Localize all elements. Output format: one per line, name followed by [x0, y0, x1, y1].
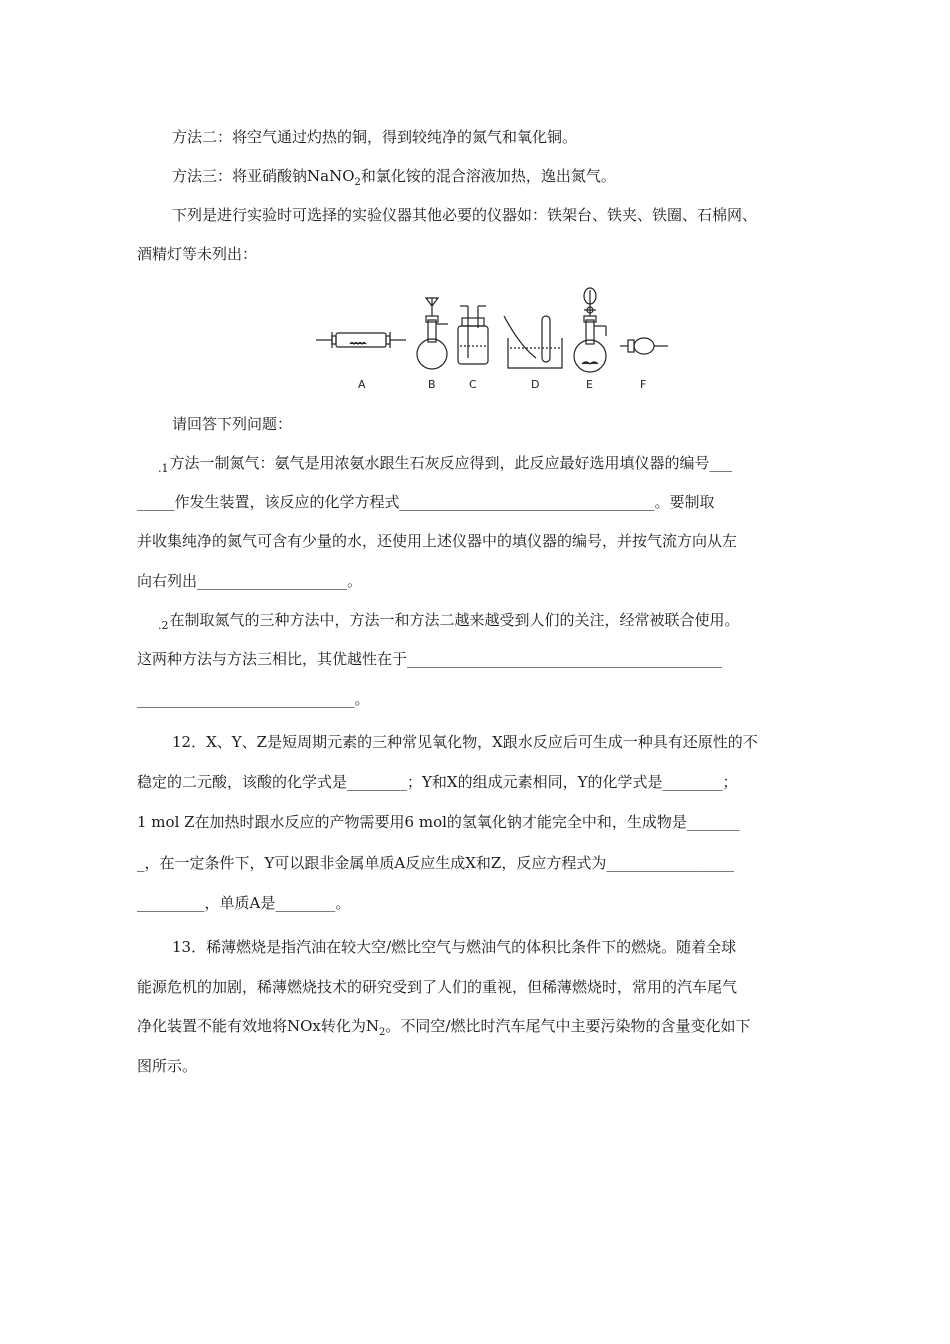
method3-text — [172, 166, 817, 193]
apparatus-d-trough — [504, 316, 562, 368]
q13-line2: 能源危机的加剧，稀薄燃烧技术的研究受到了人们的重视，但稀薄燃烧时，常用的汽车尾气 — [137, 978, 738, 996]
apparatus-e-flask — [574, 288, 606, 372]
q1-line1 — [158, 453, 818, 479]
method3-part-b: 和氯化铵的混合溶液加热，逸出氮气。 — [360, 167, 616, 185]
q2-line1 — [158, 610, 818, 636]
apparatus-label-d: D — [531, 378, 540, 391]
q1-line3: 并收集纯净的氮气可含有少量的水，还使用上述仪器中的填仪器的编号，并按气流方向从左 — [137, 532, 738, 550]
instruments-text-line1: 下列是进行实验时可选择的实验仪器其他必要的仪器如：铁架台、铁夹、铁圈、石棉网、 — [172, 206, 758, 224]
q12-line1: 12．X、Y、Z是短周期元素的三种常见氧化物，X跟水反应后可生成一种具有还原性的不 — [172, 733, 758, 751]
method3-subscript: 2 — [354, 177, 361, 188]
apparatus-label-b: B — [428, 378, 436, 391]
q13-line3-part-a: 净化装置不能有效地将NOx转化为N — [137, 1017, 380, 1035]
apparatus-f-drying-tube — [620, 338, 668, 354]
q2-number: .2 — [158, 619, 169, 632]
prompt-text: 请回答下列问题： — [172, 415, 293, 433]
q2-line2: 这两种方法与方法三相比，其优越性在于__________________________________________ — [137, 650, 723, 668]
q1-line4: 向右列出____________________。 — [137, 572, 363, 590]
apparatus-label-a: A — [358, 378, 366, 391]
apparatus-c-bottle — [458, 306, 488, 364]
q1-line2: _____作发生装置，该反应的化学方程式__________________________________。要制取 — [137, 493, 715, 511]
method2-text: 方法二：将空气通过灼热的铜，得到较纯净的氮气和氧化铜。 — [172, 128, 578, 146]
q13-line4: 图所示。 — [137, 1057, 198, 1075]
apparatus-b-flask — [417, 298, 448, 369]
apparatus-label-e: E — [586, 378, 593, 391]
q13-line3-subscript: 2 — [379, 1027, 386, 1038]
q13-line3 — [137, 1016, 817, 1043]
q12-line2: 稳定的二元酸，该酸的化学式是________；Y和X的组成元素相同，Y的化学式是________； — [137, 773, 738, 791]
q13-line3-part-b: 。不同空/燃比时汽车尾气中主要污染物的含量变化如下 — [385, 1017, 751, 1035]
apparatus-label-c: C — [469, 378, 477, 391]
q2-line1-text: 在制取氮气的三种方法中，方法一和方法二越来越受到人们的关注，经常被联合使用。 — [169, 611, 740, 629]
q2-line3: _____________________________。 — [137, 690, 370, 708]
q13-line1: 13．稀薄燃烧是指汽油在较大空/燃比空气与燃油气的体积比条件下的燃烧。随着全球 — [172, 938, 737, 956]
q12-line4: _，在一定条件下，Y可以跟非金属单质A反应生成X和Z，反应方程式为_________________ — [137, 854, 734, 872]
q12-line5: _________，单质A是________。 — [137, 894, 351, 912]
apparatus-label-f: F — [640, 378, 647, 391]
q12-line3: 1 mol Z在加热时跟水反应的产物需要用6 mol的氢氧化钠才能完全中和，生成物是_______ — [137, 813, 740, 831]
q1-line1-text: 方法一制氮气：氨气是用浓氨水跟生石灰反应得到，此反应最好选用填仪器的编号___ — [169, 454, 733, 472]
apparatus-a-tube — [316, 332, 406, 348]
apparatus-figure — [310, 276, 680, 394]
method3-part-a: 方法三：将亚硝酸钠NaNO — [172, 167, 355, 185]
instruments-text-line2: 酒精灯等未列出： — [137, 245, 258, 263]
q1-number: .1 — [158, 462, 169, 475]
